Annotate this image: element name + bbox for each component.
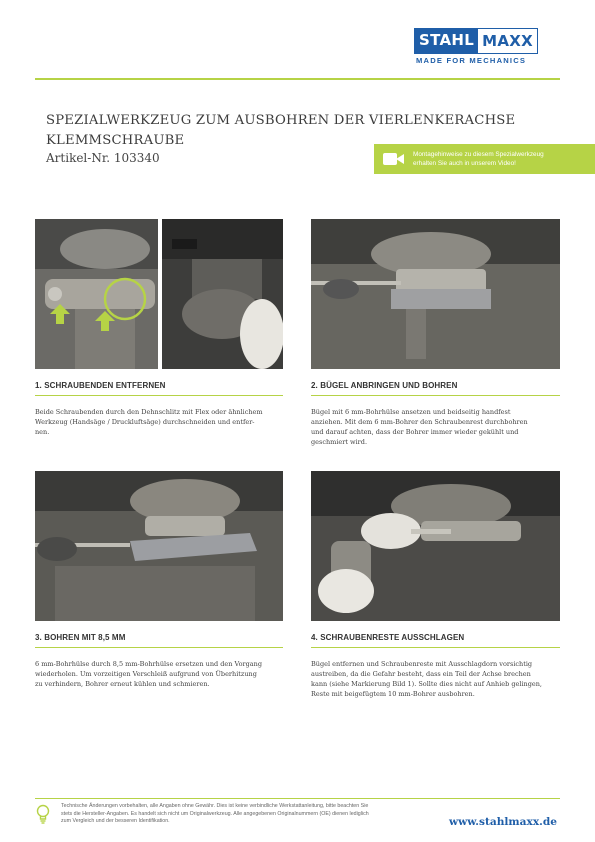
photo-step1-b — [162, 219, 283, 369]
step3-divider — [35, 647, 283, 648]
step3-text — [35, 659, 290, 689]
photo-step4 — [311, 471, 560, 621]
step3-text-line: 6 mm-Bohrhülse durch 8,5 mm-Bohrhülse ersetzen und den Vorgang — [35, 660, 262, 668]
logo-left-text: STAHL — [414, 28, 478, 54]
video-callout-text — [413, 150, 544, 168]
footer-disclaimer-line: Technische Änderungen vorbehalten, alle Angaben ohne Gewähr. Dies ist keine verbindliche Werkstattanleitung, bitte beachten Sie — [61, 803, 369, 809]
footer-disclaimer-line: zum Vergleich und der besseren Identifikation. — [61, 818, 170, 824]
step2-text — [311, 407, 561, 447]
video-callout-line2: erhalten Sie auch in unserem Video! — [413, 160, 516, 167]
header-divider — [35, 78, 560, 80]
step2-text-line: und darauf achten, dass der Bohrer immer wieder gekühlt und — [311, 428, 519, 436]
step3-heading: 3. BOHREN MIT 8,5 MM — [35, 633, 126, 642]
video-camera-icon — [383, 152, 405, 166]
step4-text — [311, 659, 571, 699]
logo-right-text: MAXX — [478, 28, 538, 54]
page-title-line2: KLEMMSCHRAUBE — [46, 133, 185, 148]
step4-text-line: austreiben, da die Gefahr besteht, dass ein Teil der Achse brechen — [311, 670, 531, 678]
photo-step3 — [35, 471, 283, 621]
step2-divider — [311, 395, 560, 396]
step1-text-line: Werkzeug (Handsäge / Druckluftsäge) durchschneiden und entfer- — [35, 418, 255, 426]
step3-text-line: zu verhindern, Bohrer erneut kühlen und schmieren. — [35, 680, 210, 688]
page-title-line1: SPEZIALWERKZEUG ZUM AUSBOHREN DER VIERLENKERACHSE — [46, 113, 516, 128]
video-callout-line1: Montagehinweise zu diesem Spezialwerkzeug — [413, 151, 544, 158]
footer-disclaimer-line: stets die Hersteller-Angaben. Es handelt sich nicht um Originalwerkzeug. Alle angegebenen Originalnummern (OE) dienen lediglich — [61, 810, 369, 817]
step3-text-line: wiederholen. Um vorzeitigen Verschleiß aufgrund von Überhitzung — [35, 670, 257, 678]
step2-heading: 2. BÜGEL ANBRINGEN UND BOHREN — [311, 381, 458, 390]
footer-divider — [35, 798, 560, 799]
brand-tagline: MADE FOR MECHANICS — [416, 56, 527, 65]
step4-text-line: Bügel entfernen und Schraubenreste mit Ausschlagdorn vorsichtig — [311, 660, 533, 668]
step4-heading: 4. SCHRAUBENRESTE AUSSCHLAGEN — [311, 633, 465, 642]
step1-text — [35, 407, 285, 437]
step2-text-line: anziehen. Mit dem 6 mm-Bohrer den Schraubenrest durchbohren — [311, 418, 528, 426]
article-number: Artikel-Nr. 103340 — [46, 151, 160, 165]
step4-text-line: kann (siehe Markierung Bild 1). Sollte dies nicht auf Anhieb gelingen, — [311, 680, 542, 688]
video-callout[interactable] — [374, 144, 595, 174]
lightbulb-icon — [36, 804, 50, 828]
step4-text-line: Reste mit beigefügtem 10 mm-Bohrer ausbohren. — [311, 690, 475, 698]
step1-heading: 1. SCHRAUBENDEN ENTFERNEN — [35, 381, 166, 390]
stahlmaxx-logo — [414, 28, 560, 54]
photo-step2 — [311, 219, 560, 369]
website-link[interactable]: www.stahlmaxx.de — [449, 816, 557, 828]
step1-text-line: nen. — [35, 428, 50, 436]
step2-text-line: geschmiert wird. — [311, 438, 368, 446]
step1-divider — [35, 395, 283, 396]
step4-divider — [311, 647, 560, 648]
step1-text-line: Beide Schraubenden durch den Dehnschlitz mit Flex oder ähnlichem — [35, 408, 263, 416]
footer-disclaimer — [61, 803, 406, 826]
step2-text-line: Bügel mit 6 mm-Bohrhülse ansetzen und beidseitig handfest — [311, 408, 511, 416]
photo-step1-a — [35, 219, 158, 369]
